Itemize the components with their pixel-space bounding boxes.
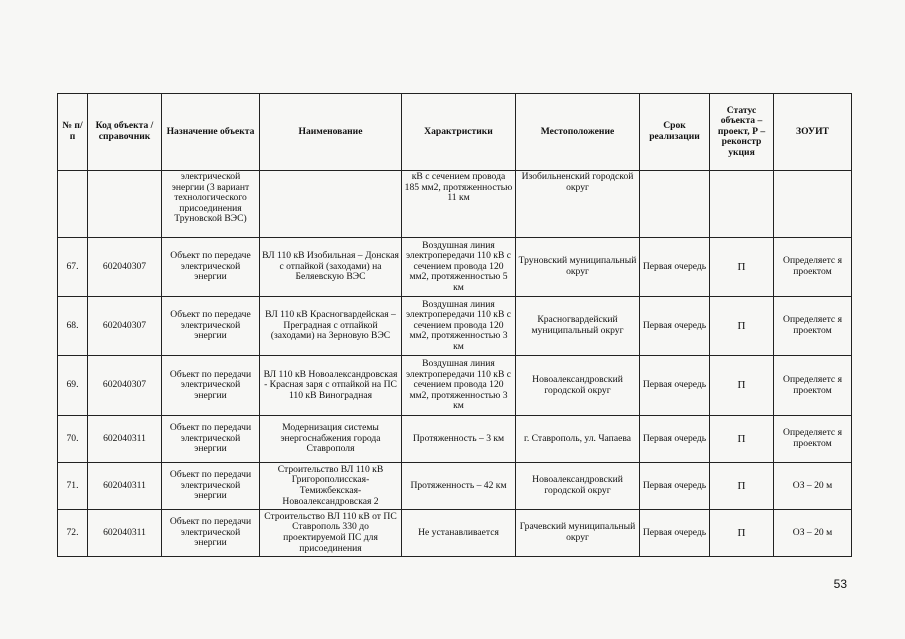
cell-location: г. Ставрополь, ул. Чапаева xyxy=(516,416,640,463)
cell-location: Изобильненский городской округ xyxy=(516,171,640,238)
table-row xyxy=(58,356,852,416)
cell-code: 602040311 xyxy=(88,463,162,510)
cell-code: 602040307 xyxy=(88,297,162,356)
header-code: Код объекта / справочник xyxy=(88,94,162,171)
cell-zouit: Определяетс я проектом xyxy=(774,297,852,356)
table-row xyxy=(58,463,852,510)
cell-term: Первая очередь xyxy=(640,463,710,510)
cell-term: Первая очередь xyxy=(640,510,710,557)
cell-num: 72. xyxy=(58,510,88,557)
cell-status: П xyxy=(710,238,774,297)
cell-status: П xyxy=(710,416,774,463)
cell-location: Труновский муниципальный округ xyxy=(516,238,640,297)
objects-table xyxy=(57,93,852,557)
cell-num: 70. xyxy=(58,416,88,463)
header-location: Местоположение xyxy=(516,94,640,171)
cell-characteristics: Не устанавливается xyxy=(402,510,516,557)
header-status: Статус объекта – проект, Р – реконстр укция xyxy=(710,94,774,171)
cell-name: Строительство ВЛ 110 кВ от ПС Ставрополь 330 до проектируемой ПС для присоединения xyxy=(260,510,402,557)
cell-term: Первая очередь xyxy=(640,297,710,356)
cell-num: 71. xyxy=(58,463,88,510)
table-row xyxy=(58,171,852,238)
cell-purpose: Объект по передачи электрической энергии xyxy=(162,416,260,463)
cell-term: Первая очередь xyxy=(640,238,710,297)
table-row xyxy=(58,297,852,356)
cell-name xyxy=(260,171,402,238)
cell-characteristics: кВ с сечением провода 185 мм2, протяженностью 11 км xyxy=(402,171,516,238)
cell-zouit: Определяетс я проектом xyxy=(774,356,852,416)
cell-zouit: ОЗ – 20 м xyxy=(774,510,852,557)
cell-location: Красногвардейский муниципальный округ xyxy=(516,297,640,356)
cell-purpose: Объект по передаче электрической энергии xyxy=(162,238,260,297)
cell-name: Модернизация системы энергоснабжения города Ставрополя xyxy=(260,416,402,463)
cell-location: Грачевский муниципальный округ xyxy=(516,510,640,557)
cell-status xyxy=(710,171,774,238)
cell-zouit xyxy=(774,171,852,238)
header-row xyxy=(58,94,852,171)
header-term: Срок реализации xyxy=(640,94,710,171)
cell-code: 602040307 xyxy=(88,238,162,297)
page-number: 53 xyxy=(833,577,847,591)
cell-characteristics: Воздушная линия электропередачи 110 кВ с сечением провода 120 мм2, протяженностью 3 км xyxy=(402,297,516,356)
table-row xyxy=(58,416,852,463)
cell-code: 602040311 xyxy=(88,510,162,557)
cell-name: ВЛ 110 кВ Изобильная – Донская с отпайкой (заходами) на Беляевскую ВЭС xyxy=(260,238,402,297)
cell-characteristics: Протяженность – 3 км xyxy=(402,416,516,463)
cell-purpose: электрической энергии (3 вариант технологического присоединения Труновской ВЭС) xyxy=(162,171,260,238)
cell-num: 68. xyxy=(58,297,88,356)
cell-purpose: Объект по передаче электрической энергии xyxy=(162,297,260,356)
cell-zouit: ОЗ – 20 м xyxy=(774,463,852,510)
cell-num: 67. xyxy=(58,238,88,297)
header-zouit: ЗОУИТ xyxy=(774,94,852,171)
cell-name: Строительство ВЛ 110 кВ Григорополисская-Темижбекская-Новоалександровская 2 xyxy=(260,463,402,510)
cell-name: ВЛ 110 кВ Красногвардейская – Преградная с отпайкой (заходами) на Зерновую ВЭС xyxy=(260,297,402,356)
cell-zouit: Определяетс я проектом xyxy=(774,238,852,297)
header-num: № п/п xyxy=(58,94,88,171)
cell-status: П xyxy=(710,356,774,416)
cell-code: 602040311 xyxy=(88,416,162,463)
cell-code: 602040307 xyxy=(88,356,162,416)
header-name: Наименование xyxy=(260,94,402,171)
cell-purpose: Объект по передачи электрической энергии xyxy=(162,510,260,557)
cell-term xyxy=(640,171,710,238)
cell-characteristics: Воздушная линия электропередачи 110 кВ с сечением провода 120 мм2, протяженностью 3 км xyxy=(402,356,516,416)
cell-status: П xyxy=(710,510,774,557)
cell-term: Первая очередь xyxy=(640,416,710,463)
cell-code xyxy=(88,171,162,238)
cell-location: Новоалександровский городской округ xyxy=(516,356,640,416)
cell-purpose: Объект по передачи электрической энергии xyxy=(162,463,260,510)
cell-term: Первая очередь xyxy=(640,356,710,416)
header-purpose: Назначение объекта xyxy=(162,94,260,171)
cell-num xyxy=(58,171,88,238)
cell-num: 69. xyxy=(58,356,88,416)
cell-name: ВЛ 110 кВ Новоалександровская - Красная заря с отпайкой на ПС 110 кВ Виноградная xyxy=(260,356,402,416)
header-characteristics: Характристики xyxy=(402,94,516,171)
cell-zouit: Определяетс я проектом xyxy=(774,416,852,463)
cell-location: Новоалександровский городской округ xyxy=(516,463,640,510)
table-row xyxy=(58,238,852,297)
cell-characteristics: Воздушная линия электропередачи 110 кВ с сечением провода 120 мм2, протяженностью 5 км xyxy=(402,238,516,297)
cell-status: П xyxy=(710,463,774,510)
cell-purpose: Объект по передачи электрической энергии xyxy=(162,356,260,416)
table-row xyxy=(58,510,852,557)
cell-status: П xyxy=(710,297,774,356)
cell-characteristics: Протяженность – 42 км xyxy=(402,463,516,510)
